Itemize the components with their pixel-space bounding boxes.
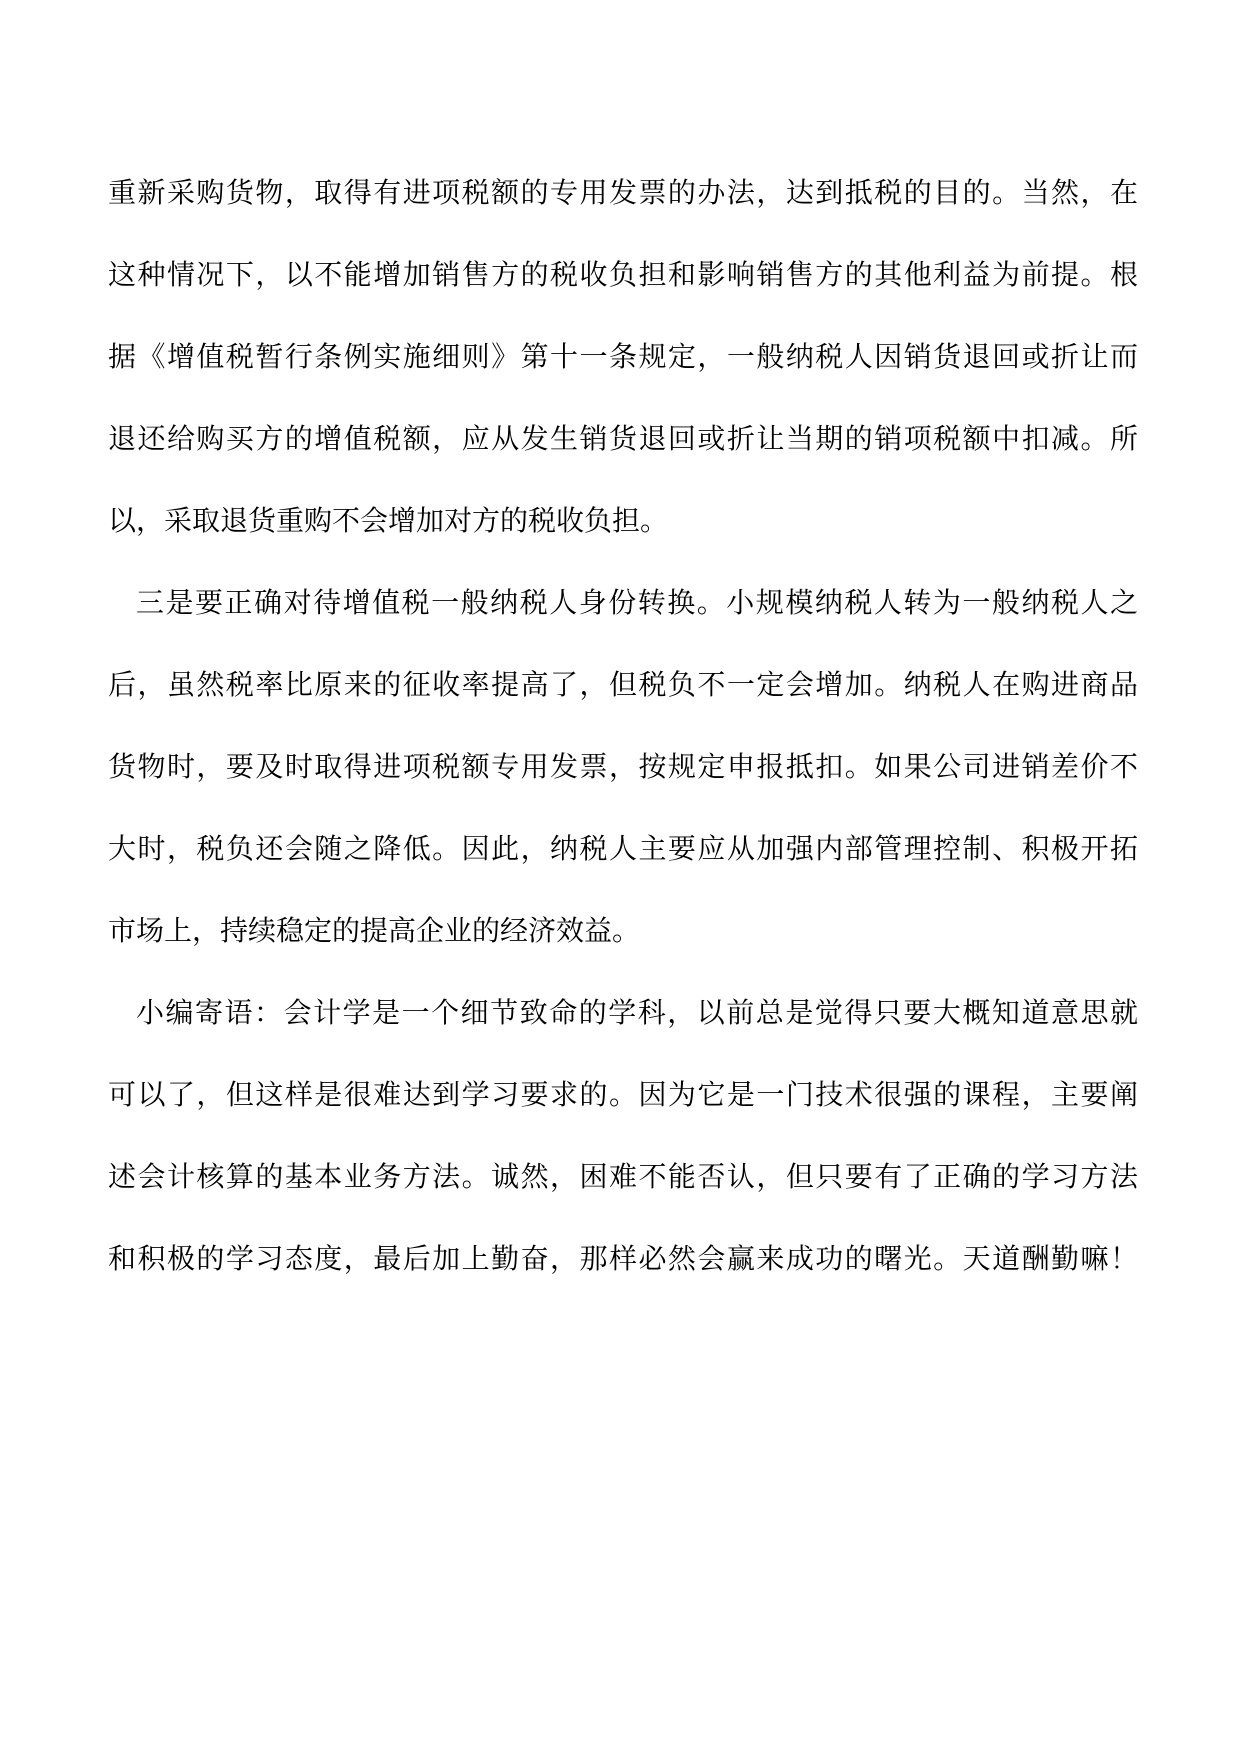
text-line: 述会计核算的基本业务方法。诚然，困难不能否认，但只要有了正确的学习方法 (108, 1160, 1138, 1193)
text-line: 退还给购买方的增值税额，应从发生销货退回或折让当期的销项税额中扣减。所 (108, 422, 1138, 455)
text-line: 以，采取退货重购不会增加对方的税收负担。 (108, 504, 669, 537)
paragraph-2 (108, 572, 1138, 982)
text-line: 小编寄语：会计学是一个细节致命的学科，以前总是觉得只要大概知道意思就 (136, 996, 1138, 1029)
text-line: 大时，税负还会随之降低。因此，纳税人主要应从加强内部管理控制、积极开拓 (108, 832, 1138, 865)
text-line: 后，虽然税率比原来的征收率提高了，但税负不一定会增加。纳税人在购进商品 (108, 668, 1138, 701)
text-line: 市场上，持续稳定的提高企业的经济效益。 (108, 914, 641, 947)
text-line: 三是要正确对待增值税一般纳税人身份转换。小规模纳税人转为一般纳税人之 (136, 586, 1138, 619)
paragraph-1 (108, 162, 1138, 572)
text-line: 重新采购货物，取得有进项税额的专用发票的办法，达到抵税的目的。当然，在 (108, 176, 1138, 209)
paragraph-3 (108, 982, 1138, 1310)
text-line: 据《增值税暂行条例实施细则》第十一条规定，一般纳税人因销货退回或折让而 (108, 340, 1138, 373)
text-line: 货物时，要及时取得进项税额专用发票，按规定申报抵扣。如果公司进销差价不 (108, 750, 1138, 783)
text-line: 这种情况下，以不能增加销售方的税收负担和影响销售方的其他利益为前提。根 (108, 258, 1138, 291)
text-line: 和积极的学习态度，最后加上勤奋，那样必然会赢来成功的曙光。天道酬勤嘛！ (108, 1242, 1138, 1275)
text-line: 可以了，但这样是很难达到学习要求的。因为它是一门技术很强的课程，主要阐 (108, 1078, 1138, 1111)
body-text (108, 162, 1138, 1310)
